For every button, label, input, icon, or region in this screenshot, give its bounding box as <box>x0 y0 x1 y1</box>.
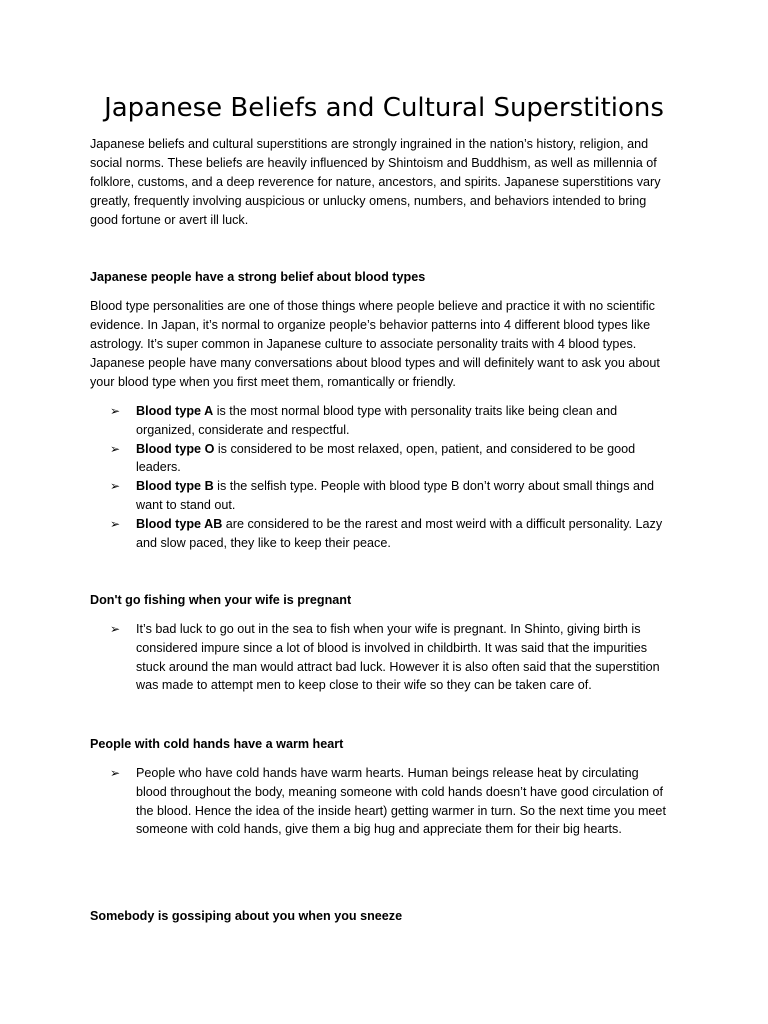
arrow-bullet-icon: ➢ <box>110 404 121 418</box>
blood-types-paragraph: Blood type personalities are one of those things where people believe and practice it with no scientific evidence. In Japan, it’s normal to organize people’s behavior patterns into 4 different blood types like astrology. It’s super common in Japanese culture to associate personality traits with 4 blood types. Japanese people have many conversations about blood types and will definitely want to ask you about your blood type when you first meet them, romantically or friendly. <box>90 299 660 389</box>
section-heading-cold-hands: People with cold hands have a warm heart <box>90 737 344 751</box>
page-title: Japanese Beliefs and Cultural Superstitions <box>104 93 664 123</box>
list-item <box>110 402 670 440</box>
list-item <box>110 477 670 515</box>
section-heading-fishing: Don't go fishing when your wife is pregnant <box>90 593 352 607</box>
list-item <box>110 620 670 695</box>
arrow-bullet-icon: ➢ <box>110 516 121 531</box>
bullet-text: is the most normal blood type with personality traits like being clean and organized, considerate and respectful. <box>136 404 618 437</box>
bullet-bold-term: Blood type AB <box>136 516 223 531</box>
arrow-bullet-icon: ➢ <box>110 766 121 780</box>
bullet-bold-term: Blood type B <box>136 479 214 494</box>
bullet-text: It’s bad luck to go out in the sea to fish when your wife is pregnant. In Shinto, giving birth is considered impure since a lot of blood is involved in childbirth. It was said that the impurities stuck around the man would attract bad luck. However it is also often said that the superstition was made to attempt men to keep close to their wife so they can be taken care of. <box>136 622 660 693</box>
fishing-list <box>110 620 670 695</box>
blood-types-list <box>110 402 670 552</box>
bullet-text: is the selfish type. People with blood type B don’t worry about small things and want to stand out. <box>136 479 654 512</box>
cold-hands-list <box>110 764 670 839</box>
bullet-bold-term: Blood type A <box>136 404 214 418</box>
bullet-text: is considered to be most relaxed, open, patient, and considered to be good leaders. <box>136 441 636 475</box>
list-item <box>110 440 670 478</box>
arrow-bullet-icon: ➢ <box>110 479 121 494</box>
intro-paragraph: Japanese beliefs and cultural superstitions are strongly ingrained in the nation’s history, religion, and social norms. These beliefs are heavily influenced by Shintoism and Buddhism, as well as millennia of folklore, customs, and a deep reverence for nature, ancestors, and spirits. Japanese superstitions vary greatly, frequently involving auspicious or unlucky omens, numbers, and behaviors intended to bring good fortune or avert ill luck. <box>90 137 661 227</box>
bullet-text: are considered to be the rarest and most weird with a difficult personality. Lazy and slow paced, they like to keep their peace. <box>136 516 663 550</box>
section-heading-sneeze: Somebody is gossiping about you when you sneeze <box>90 909 403 923</box>
arrow-bullet-icon: ➢ <box>110 622 121 636</box>
list-item <box>110 515 670 553</box>
arrow-bullet-icon: ➢ <box>110 441 121 456</box>
bullet-bold-term: Blood type O <box>136 441 215 456</box>
section-heading-blood-types: Japanese people have a strong belief about blood types <box>90 270 426 284</box>
list-item <box>110 764 670 839</box>
bullet-text: People who have cold hands have warm hearts. Human beings release heat by circulating blood throughout the body, meaning someone with cold hands doesn’t have good circulation of the blood. Hence the idea of the inside heart) getting warmer in turn. So the next time you meet someone with cold hands, give them a big hug and appreciate them for their big hearts. <box>136 766 666 837</box>
